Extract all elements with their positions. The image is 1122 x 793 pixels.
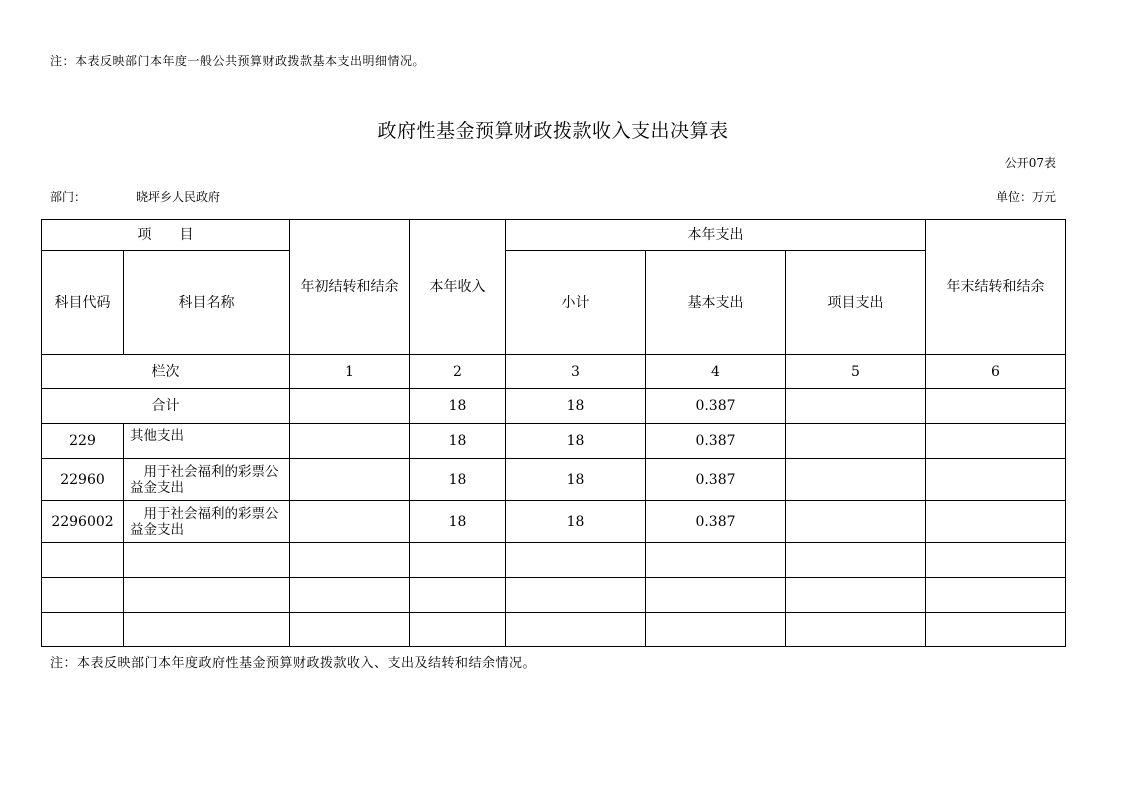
table-row [42, 459, 1066, 501]
income: 18 [410, 459, 506, 501]
income: 18 [410, 501, 506, 543]
project-expenditure [786, 459, 926, 501]
unit-label: 单位：万元 [995, 190, 1056, 204]
bottom-note: 注：本表反映部门本年度政府性基金预算财政拨款收入、支出及结转和结余情况。 [50, 656, 537, 671]
table-row [42, 424, 1066, 459]
total-basic: 0.387 [646, 389, 786, 424]
header-expenditure: 本年支出 [506, 220, 926, 251]
header-basic: 基本支出 [646, 251, 786, 355]
opening-balance [290, 501, 410, 543]
empty-row [42, 543, 1066, 578]
header-subject-code: 科目代码 [42, 251, 124, 355]
page-title: 政府性基金预算财政拨款收入支出决算表 [377, 120, 729, 142]
total-opening-balance [290, 389, 410, 424]
header-project: 项目支出 [786, 251, 926, 355]
column-number-row [42, 355, 1066, 389]
closing-balance [926, 424, 1066, 459]
opening-balance [290, 459, 410, 501]
header-row-2 [42, 251, 1066, 355]
header-subject-name: 科目名称 [124, 251, 290, 355]
column-number-4: 4 [646, 355, 786, 389]
income: 18 [410, 424, 506, 459]
column-number-1: 1 [290, 355, 410, 389]
basic-expenditure: 0.387 [646, 501, 786, 543]
table-code: 公开07表 [1004, 156, 1056, 170]
project-expenditure [786, 424, 926, 459]
total-label: 合计 [42, 389, 290, 424]
department-label: 部门： [50, 190, 87, 204]
header-row-1 [42, 220, 1066, 251]
subject-name: 其他支出 [124, 424, 290, 459]
opening-balance [290, 424, 410, 459]
subtotal: 18 [506, 501, 646, 543]
department-row [50, 188, 220, 205]
subject-code: 2296002 [42, 501, 124, 543]
department-name: 晓坪乡人民政府 [136, 190, 221, 204]
total-row [42, 389, 1066, 424]
total-project [786, 389, 926, 424]
subtotal: 18 [506, 459, 646, 501]
empty-row [42, 578, 1066, 613]
project-expenditure [786, 501, 926, 543]
fund-table [41, 219, 1066, 647]
basic-expenditure: 0.387 [646, 424, 786, 459]
header-opening-balance: 年初结转和结余 [290, 220, 410, 355]
column-number-label: 栏次 [42, 355, 290, 389]
subject-code: 22960 [42, 459, 124, 501]
closing-balance [926, 459, 1066, 501]
top-note: 注：本表反映部门本年度一般公共预算财政拨款基本支出明细情况。 [50, 54, 426, 68]
column-number-5: 5 [786, 355, 926, 389]
table-row [42, 501, 1066, 543]
column-number-6: 6 [926, 355, 1066, 389]
column-number-2: 2 [410, 355, 506, 389]
closing-balance [926, 501, 1066, 543]
total-closing-balance [926, 389, 1066, 424]
header-closing-balance: 年末结转和结余 [926, 220, 1066, 355]
basic-expenditure: 0.387 [646, 459, 786, 501]
subject-code: 229 [42, 424, 124, 459]
total-income: 18 [410, 389, 506, 424]
total-subtotal: 18 [506, 389, 646, 424]
empty-row [42, 613, 1066, 647]
column-number-3: 3 [506, 355, 646, 389]
header-income: 本年收入 [410, 220, 506, 355]
header-item: 项 目 [42, 220, 290, 251]
subject-name: 用于社会福利的彩票公益金支出 [124, 459, 290, 501]
subject-name: 用于社会福利的彩票公益金支出 [124, 501, 290, 543]
header-subtotal: 小计 [506, 251, 646, 355]
subtotal: 18 [506, 424, 646, 459]
